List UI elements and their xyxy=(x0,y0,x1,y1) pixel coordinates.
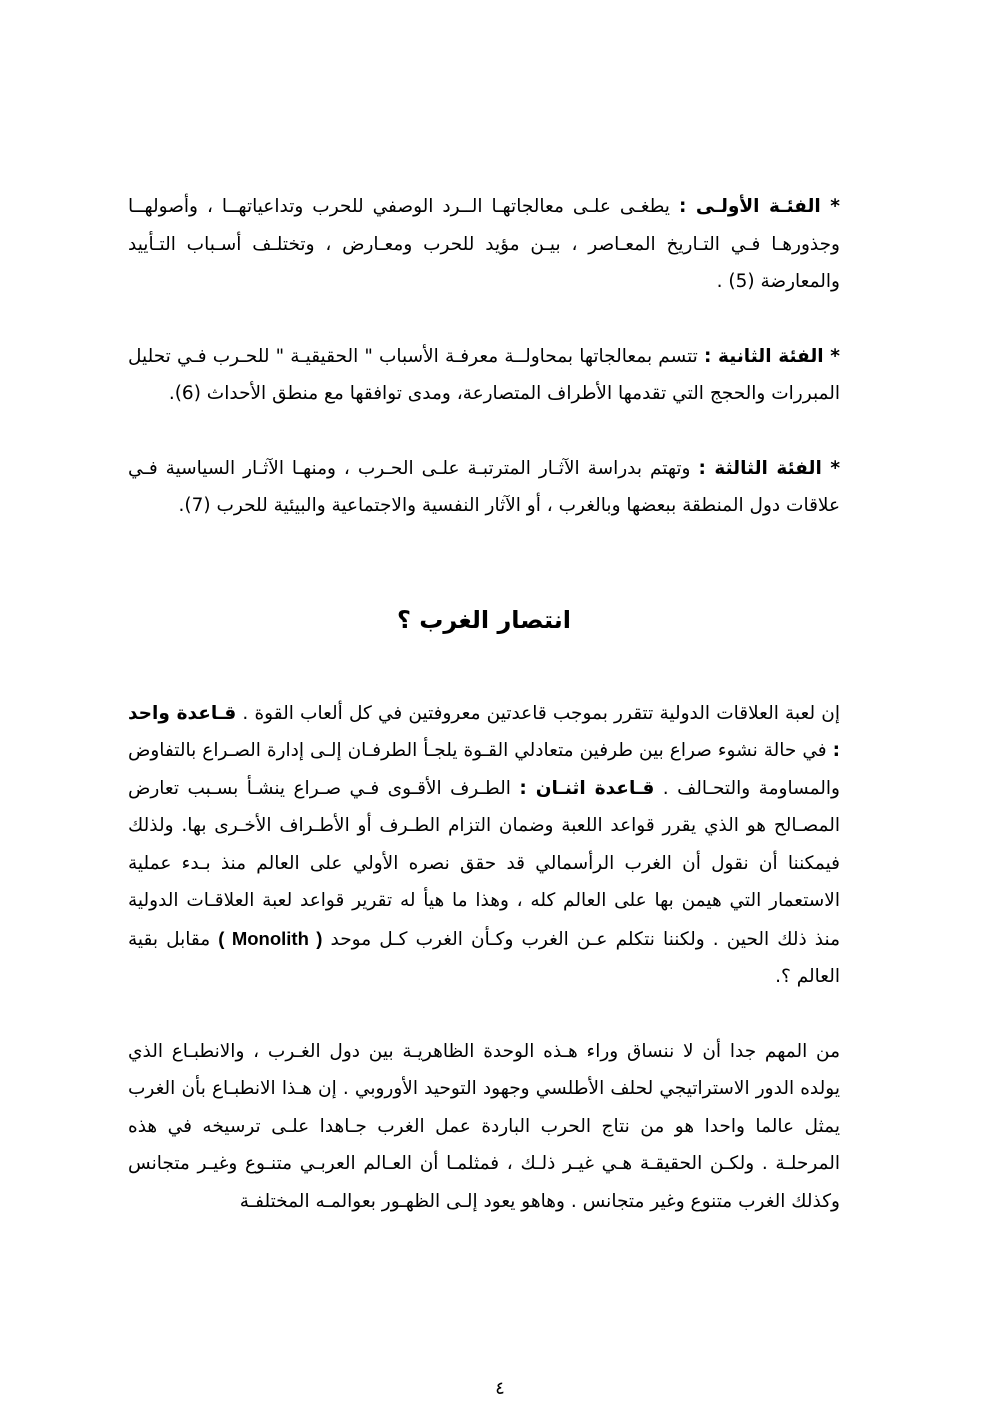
category-second xyxy=(128,338,840,413)
category-first-text: يطغـى علـى معالجاتهـا الــرد الوصفي للحرب وتداعياتهــا ، وأصولهــا وجذورهـا فـي التـاريخ المعـاصر ، بيـن مؤيد للحرب ومعـارض ، وتختلـف أسـباب التـأييد والمعارضة (5) . xyxy=(128,196,840,292)
page-number: ٤ xyxy=(495,1378,505,1399)
category-third-label: * الفئة الثالثة : xyxy=(698,457,840,479)
rule-two-text: الطـرف الأقـوى فـي صـراع ينشـأ بسـبب تعارض المصـالح هو الذي يقرر قواعد اللعبة وضمان التزام الطـرف أو الأطـراف الأخـرى بها. ولذلك فيمكننا أن نقول أن الغرب الرأسمالي قد حقق نصره الأولي على العالم منذ بـدء عملية الاستعمار التي هيمن بها على العالم كله ، وهذا ما هيأ له تقرير قواعد لعبة العلاقـات الدولية منذ ذلك الحين . ولكننا نتكلم عـن الغرب وكـأن الغرب كـل موحد xyxy=(128,777,841,950)
page-body xyxy=(128,188,840,1220)
paragraph-rules xyxy=(128,695,840,996)
rule-one-text: في حالة نشوء صراع بين طرفين متعادلي القـوة يلجـأ الطرفـان إلـى إدارة الصـراع بالتفاوض والمساومة والتحـالف . xyxy=(128,740,840,799)
paragraph-west-diversity: من المهم جدا أن لا ننساق وراء هـذه الوحدة الظاهريـة بين دول الغـرب ، والانطبـاع الذي يولده الدور الاستراتيجي لحلف الأطلسي وجهود التوحيد الأوروبي . إن هـذا الانطبـاع بأن الغرب يمثل عالما واحدا هو من نتاج الحرب الباردة عمل الغرب جـاهدا علـى ترسيخه في هذه المرحلـة . ولكـن الحقيقـة هـي غيـر ذلـك ، فمثلمـا أن العـالم العربـي متنـوع وغيـر متجانس وكذلك الغرب متنوع وغير متجانس . وهاهو يعود إلـى الظهـور بعوالمـه المختلفـة xyxy=(128,1040,840,1212)
paragraph-rules-intro: إن لعبة العلاقات الدولية تتقرر بموجب قاعدتين معروفتين في كل ألعاب القوة . xyxy=(236,702,840,724)
rule-two-label: قـاعدة اثنـان : xyxy=(519,777,655,799)
category-third xyxy=(128,450,840,525)
category-third-text: وتهتم بدراسة الآثـار المترتبـة علـى الحـرب ، ومنهـا الآثـار السياسية فـي علاقات دول المنطقة ببعضها وبالغرب ، أو الآثار النفسية والاجتماعية والبيئية للحرب (7). xyxy=(128,457,840,516)
category-first xyxy=(128,188,840,301)
section-heading: انتصار الغرب ؟ xyxy=(397,605,571,634)
category-second-text: تتسم بمعالجاتها بمحاولــة معرفـة الأسباب " الحقيقيـة " للحـرب فـي تحليل المبررات والحجج التي تقدمها الأطراف المتصارعة، ومدى توافقها مع منطق الأحداث (6). xyxy=(128,345,840,404)
paragraph-rules-end: مقابل بقية العالم ؟. xyxy=(128,928,840,987)
category-first-label: * الفئـة الأولـى : xyxy=(678,196,840,217)
category-second-label: * الفئة الثانية : xyxy=(703,345,840,367)
rule-one-label: قـاعدة واحد : xyxy=(128,702,840,761)
monolith-term: ( Monolith ) xyxy=(218,927,323,949)
